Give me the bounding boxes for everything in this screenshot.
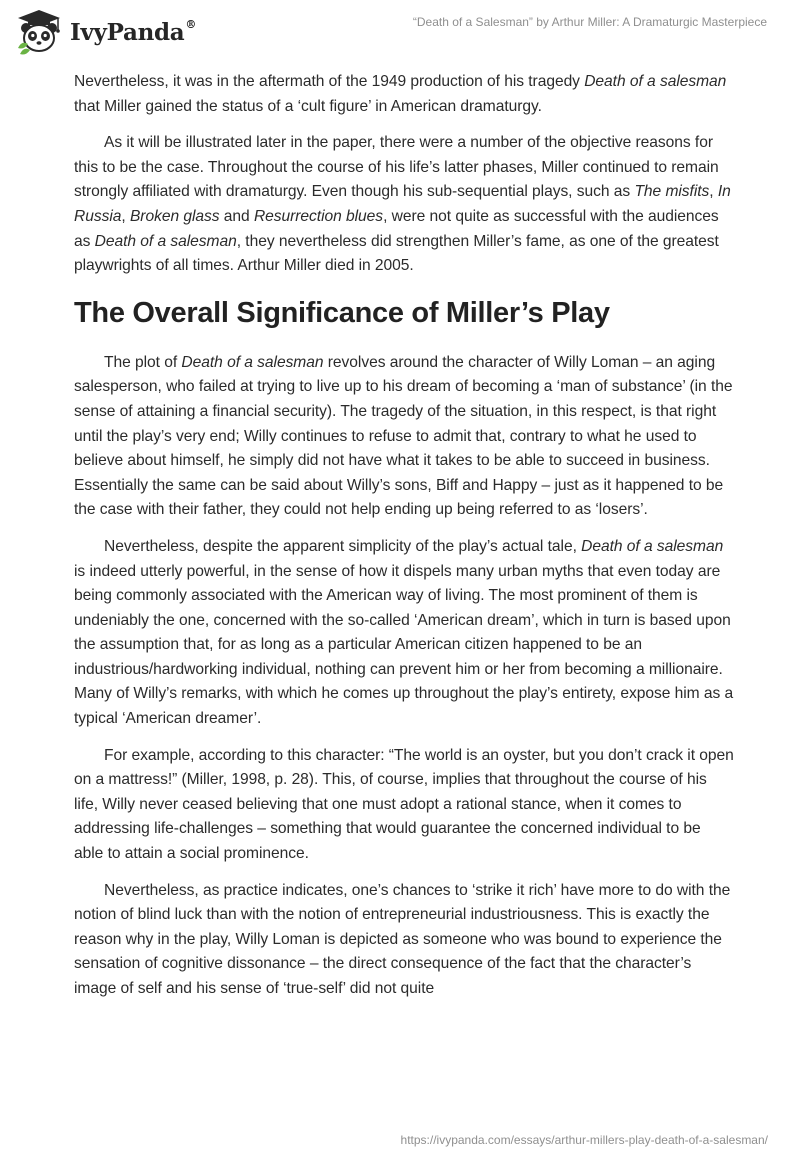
page-header — [0, 0, 800, 62]
text-span: , — [121, 207, 130, 225]
text-span: and — [219, 207, 254, 225]
text-span: The plot of — [104, 353, 182, 371]
paragraph-american-dream — [74, 535, 734, 732]
registered-mark: ® — [185, 17, 197, 31]
source-url[interactable]: https://ivypanda.com/essays/arthur-millers-play-death-of-a-salesman/ — [400, 1133, 768, 1147]
text-span: , were not quite as successful with the audiences as — [74, 207, 719, 250]
paragraph-practice: Nevertheless, as practice indicates, one’s chances to ‘strike it rich’ have more to do with the notion of blind luck than with the notion of entrepreneurial industriousness. This is exactly the reason why in the play, Willy Loman is depicted as someone who was bound to experience the sensation of cognitive dissonance – the direct consequence of the fact that the character’s image of self and his sense of ‘true-self’ did not quite — [74, 881, 731, 997]
italic-title: Broken glass — [129, 207, 220, 225]
section-heading: The Overall Significance of Miller’s Play — [74, 296, 610, 329]
panda-graduate-icon — [14, 8, 64, 56]
paragraph-later-works — [74, 131, 734, 279]
text-span: , — [709, 183, 718, 201]
brand-name — [70, 19, 196, 46]
text-span: is indeed utterly powerful, in the sense of how it dispels many urban myths that even today are being commonly associated with the American way of living. The most prominent of them is undeniably the one, concerned with the so-called ‘American dream’, which in turn is based upon the assumption that, for as long as a particular American citizen happened to be an industrious/hardworking individual, nothing can prevent him or her from becoming a millionaire. Many of Willy’s remarks, with which he comes up throughout the play’s entirety, expose him as a typical ‘American dreamer’. — [74, 562, 734, 728]
text-span: Nevertheless, despite the apparent simplicity of the play’s actual tale, — [104, 537, 582, 555]
italic-title: Death of a salesman — [584, 73, 727, 90]
italic-title: The misfits — [634, 183, 710, 201]
text-span: revolves around the character of Willy Loman – an aging salesperson, who failed at trying to live up to his dream of becoming a ‘man of substance’ (in the sense of attaining a financial security). The tragedy of the situation, in this respect, is that right until the play’s very end; Willy continues to refuse to admit that, contrary to what he used to believe about himself, he simply did not have what it takes to be able to succeed in business. Essentially the same can be said about Willy’s sons, Biff and Happy – just as it happened to be the case with their father, they could not help ending up being referred to as ‘losers’. — [74, 353, 733, 519]
italic-title: In Russia — [74, 183, 731, 225]
italic-title: Resurrection blues — [253, 207, 384, 225]
text-span: , they nevertheless did strengthen Miller’s fame, as one of the greatest playwrights of all times. Arthur Miller died in 2005. — [74, 232, 719, 275]
italic-title: Death of a salesman — [181, 353, 324, 371]
document-title: “Death of a Salesman” by Arthur Miller: A Dramaturgic Masterpiece — [412, 15, 767, 29]
brand-label: IvyPanda — [70, 18, 185, 46]
paragraph-example: For example, according to this character: “The world is an oyster, but you don’t crack it open on a mattress!” (Miller, 1998, p. 28). This, of course, implies that throughout the course of his life, Willy never ceased believing that one must adopt a rational stance, when it comes to addressing life-challenges – something that would guarantee the concerned individual to be able to attain a social prominence. — [74, 746, 734, 863]
text-span: that Miller gained the status of a ‘cult figure’ in American dramaturgy. — [74, 97, 542, 115]
italic-title: Death of a salesman — [581, 537, 724, 555]
essay-body — [74, 70, 734, 1014]
paragraph-intro — [74, 70, 734, 119]
paragraph-plot — [74, 351, 734, 523]
italic-title: Death of a salesman — [94, 232, 237, 250]
ivypanda-logo[interactable] — [14, 8, 196, 56]
text-span: Nevertheless, it was in the aftermath of the 1949 production of his tragedy — [74, 73, 585, 90]
text-span: As it will be illustrated later in the paper, there were a number of the objective reasons for this to be the case. Throughout the course of his life’s latter phases, Miller continued to remain strongly affiliated with dramaturgy. Even though his sub-sequential plays, such as — [74, 134, 719, 201]
